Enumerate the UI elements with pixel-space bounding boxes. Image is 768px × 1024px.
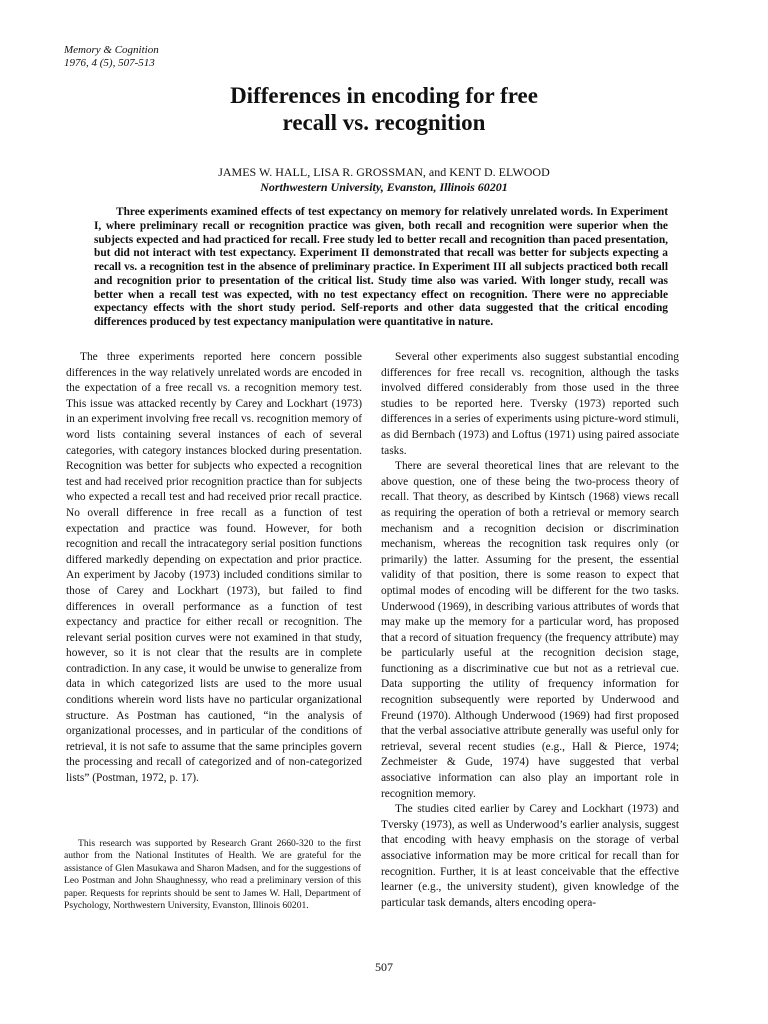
title-line-1: Differences in encoding for free [230,83,538,108]
paragraph: There are several theoretical lines that are relevant to the above question, one of these being the two-process theory of recall. That theory, as described by Kintsch (1968) views recall as requiring the operation of both a retrieval or memory search mechanism and a recognition decision or discrimination mechanism, whereas the recognition task requires only (or primarily) the latter. Assuming for the present, the essential validity of that position, there is some reason to expect that optimal modes of encoding will be different for the two tasks. Underwood (1969), in describing various attributes of words that may make up the memory for a particular word, has proposed that a record of situation frequency (the frequency attribute) may be particularly useful at the recognition decision stage, functioning as a discriminative cue but not as a retrieval cue. Data supporting the utility of frequency information for recognition subsequently were reported by Underwood and Freund (1970). Although Underwood (1969) had first proposed that the verbal associative attribute generally was useful only for retrieval, several recent studies (e.g., Hall & Pierce, 1974; Zechmeister & Gude, 1974) have suggested that verbal associative information can also play an important role in recognition memory. [381,460,679,800]
journal-name: Memory & Cognition [64,44,159,56]
title-line-2: recall vs. recognition [282,110,486,135]
body-column-left [66,350,362,787]
footnote: This research was supported by Research Grant 2660-320 to the first author from the National Institutes of Health. We are grateful for the assistance of Glen Masukawa and Sharon Madsen, and for the suggestions of Leo Postman and John Shaughnessy, who read a preliminary version of this paper. Requests for reprints should be sent to James W. Hall, Department of Psychology, Northwestern University, Evanston, Illinois 60201. [64,838,361,912]
abstract: Three experiments examined effects of test expectancy on memory for relatively unrelated words. In Experiment I, where preliminary recall or recognition practice was given, both recall and recognition were superior when the subjects expected and had practiced for recall. Free study led to better recall and recognition than paced presentation, but did not interact with test expectancy. Experiment II demonstrated that recall was better for subjects expecting a recall vs. a recognition test in the absence of preliminary practice. In Experiment III all subjects practiced both recall and recognition prior to presentation of the critical list. Study time also was varied. With longer study, recall was better when a recall test was expected, with no test expectancy effect on recognition. There were no appreciable expectancy effects with the short study period. Self-reports and other data suggested that the critical encoding differences produced by test expectancy manipulation were quantitative in nature. [94,206,668,328]
paragraph: The three experiments reported here concern possible differences in the way relatively unrelated words are encoded in the expectation of a free recall vs. a recognition memory test. This issue was attacked recently by Carey and Lockhart (1973) in an experiment involving free recall vs. recognition memory of word lists containing several instances of each of several categories, with category instances blocked during presentation. Recognition was better for subjects who expected a recognition test and had received prior recognition practice than for subjects who expected a recall test and had received prior recall practice. No overall difference in free recall as a function of test expectation and practice was found. However, for both recognition and recall the intracategory serial position functions differed markedly depending on expectation and prior practice. An experiment by Jacoby (1973) included conditions similar to those of Carey and Lockhart (1973), but failed to find differences in overall performance as a function of test expectancy and practice for either recall or recognition. The relevant serial position curves were not examined in that study, however, so it is not clear that the results are in complete contradiction. In any case, it would be unwise to generalize from data in which categorized lists are used to the more usual conditions wherein word lists have no particular organizational structure. As Postman has cautioned, “in the analysis of organizational processes, and in particular of the conditions of retrieval, it is not safe to assume that the same principles govern the processing and recall of categorized and of non-categorized lists” (Postman, 1972, p. 17). [66,351,362,785]
body-column-right [381,350,679,911]
journal-header [64,44,159,70]
journal-citation: 1976, 4 (5), 507-513 [64,57,155,69]
authors: JAMES W. HALL, LISA R. GROSSMAN, and KENT D. ELWOOD [218,165,550,179]
paragraph: The studies cited earlier by Carey and Lockhart (1973) and Tversky (1973), as well as Underwood’s earlier analysis, suggest that encoding with heavy emphasis on the storage of verbal associative information may be more critical for recall than for recognition. Further, it is at least conceivable that the effective learner (e.g., the university student), given knowledge of the particular task demands, alters encoding opera- [381,803,679,909]
paragraph: Several other experiments also suggest substantial encoding differences for free recall vs. recognition, although the tasks involved differed considerably from those used in the three studies to be reported here. Tversky (1973) reported such differences in a series of experiments using picture-word stimuli, as did Bernbach (1973) and Loftus (1971) using paired associate tasks. [381,351,679,457]
affiliation: Northwestern University, Evanston, Illinois 60201 [260,180,508,194]
paper-title [0,82,768,136]
page-number: 507 [375,960,393,974]
